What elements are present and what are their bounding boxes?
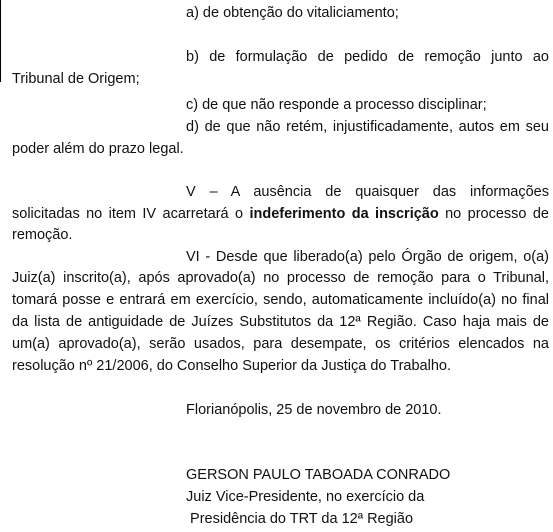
item-d-line-2: poder além do prazo legal. bbox=[12, 141, 184, 157]
signatory-title-line-2: Presidência do TRT da 12ª Região bbox=[186, 511, 414, 527]
signatory-name: GERSON PAULO TABOADA CONRADO bbox=[186, 467, 451, 483]
left-margin-rule bbox=[0, 0, 1, 82]
item-vi-line-2: Juiz(a) inscrito(a), após aprovado(a) no processo de remoção para o Tribunal, bbox=[12, 270, 549, 286]
item-v-line-3: remoção. bbox=[12, 227, 73, 243]
item-vi-line-1: VI - Desde que liberado(a) pelo Órgão de origem, o(a) bbox=[186, 249, 549, 265]
item-vi-line-5: um(a) aprovado(a), serão usados, para desempate, os critérios elencados na bbox=[12, 336, 549, 352]
signatory-title-line-1: Juiz Vice-Presidente, no exercício da bbox=[186, 489, 425, 505]
date-line: Florianópolis, 25 de novembro de 2010. bbox=[186, 402, 442, 418]
item-v-line-1: V – A ausência de quaisquer das informações bbox=[186, 184, 549, 200]
item-vi-line-3: tomará posse e entrará em exercício, sendo, automaticamente incluído(a) no final bbox=[12, 292, 549, 308]
item-v-bold-phrase: indeferimento da inscrição bbox=[249, 206, 439, 222]
item-b-line-1: b) de formulação de pedido de remoção junto ao bbox=[186, 49, 549, 65]
item-v-line-2: solicitadas no item IV acarretará o indeferimento da inscrição no processo de bbox=[12, 206, 549, 222]
item-b-line-2: Tribunal de Origem; bbox=[12, 71, 140, 87]
item-a-text: a) de obtenção do vitaliciamento; bbox=[186, 5, 399, 21]
item-d-line-1: d) de que não retém, injustificadamente, autos em seu bbox=[186, 119, 549, 135]
item-vi-line-6: resolução nº 21/2006, do Conselho Superior da Justiça do Trabalho. bbox=[12, 358, 451, 374]
item-c-text: c) de que não responde a processo disciplinar; bbox=[186, 97, 487, 113]
item-vi-line-4: da lista de antiguidade de Juízes Substitutos da 12ª Região. Caso haja mais de bbox=[12, 314, 549, 330]
